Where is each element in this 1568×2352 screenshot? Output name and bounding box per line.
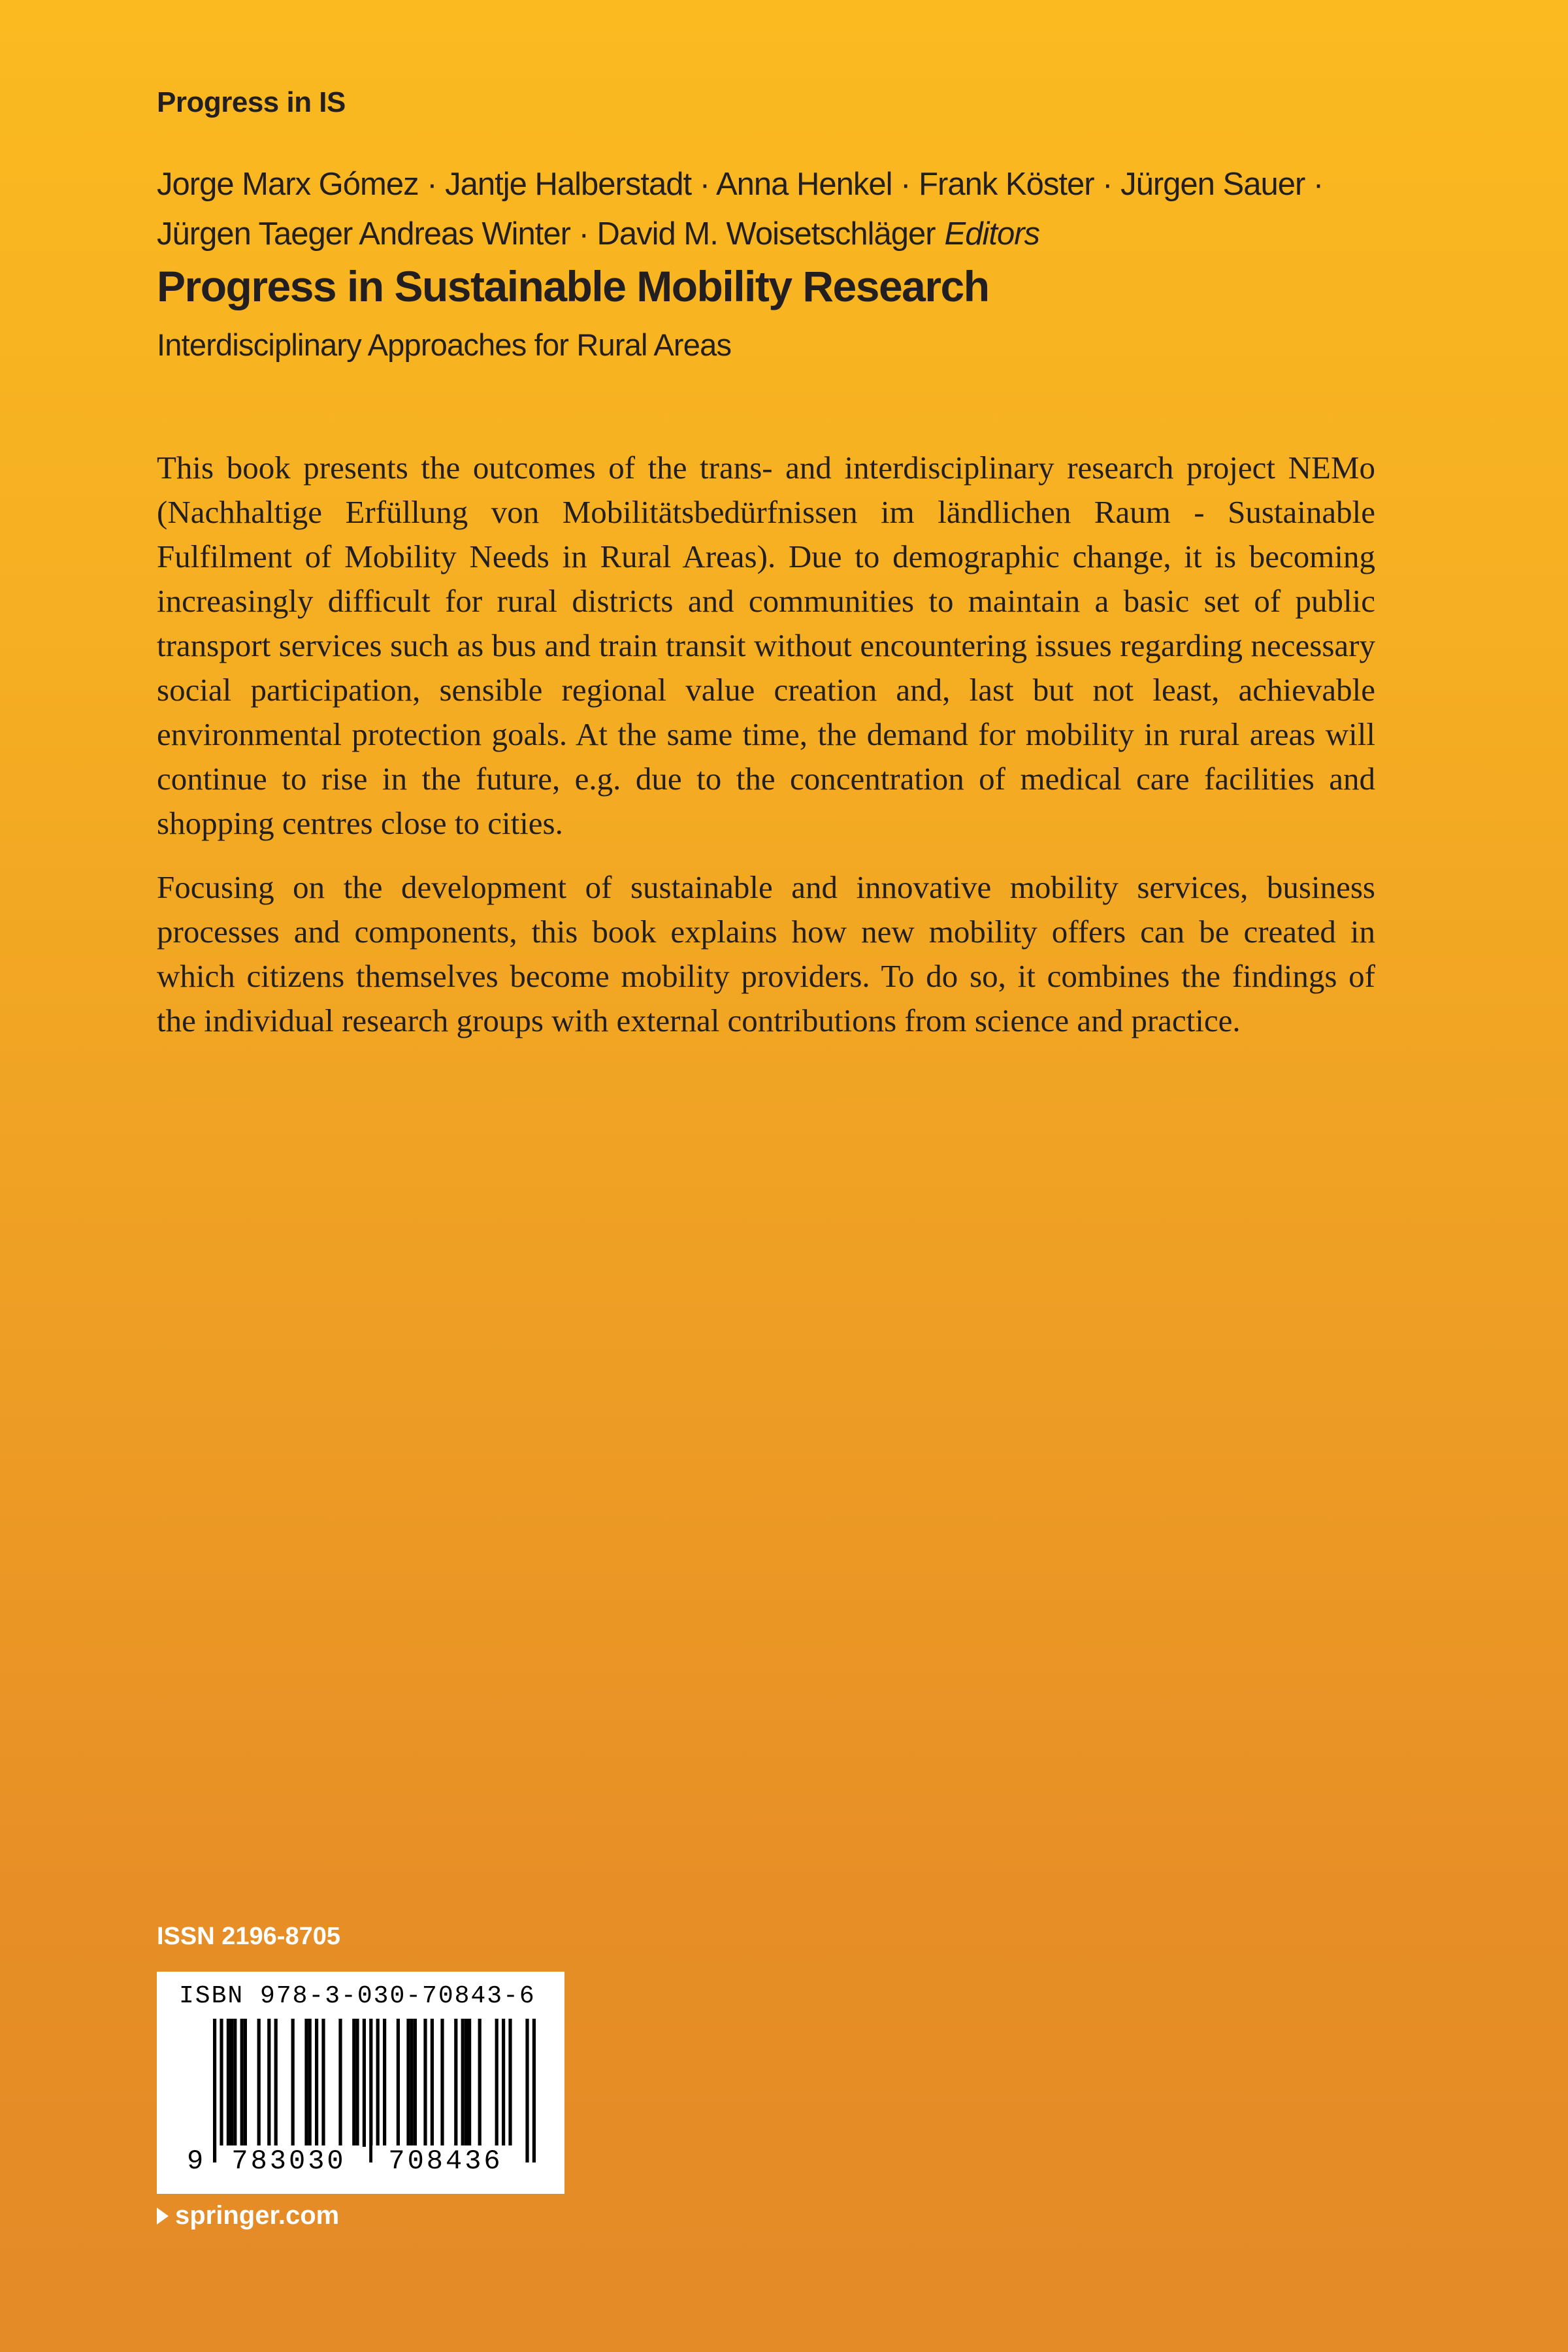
isbn-barcode — [157, 1972, 564, 2194]
barcode-bar — [257, 2019, 261, 2147]
barcode-bar — [363, 2019, 366, 2147]
barcode-bar — [220, 2019, 223, 2162]
barcode-bar — [213, 2019, 216, 2162]
barcode-bar — [431, 2019, 434, 2147]
barcode-bar — [304, 2019, 308, 2147]
description-paragraph-1: This book presents the outcomes of the trans- and interdisciplinary research project NEMo (Nachhaltige Erfüllung von Mobilitätsbedürfnissen im ländlichen Raum - Sustainable Fulfilment of Mobility Needs in Rural Areas). Due to demographic change, it is becoming increasingly difficult for rural districts and communities to maintain a basic set of public transport services such as bus and train transit without encountering issues regarding necessary social participation, sensible regional value creation and, last but not least, achievable environmental protection goals. At the same time, the demand for mobility in rural areas will continue to rise in the future, e.g. due to the concentration of medical care facilities and shopping centres close to cities. — [157, 450, 1375, 841]
publisher-link-label: springer.com — [175, 2201, 340, 2230]
barcode-bar — [465, 2019, 468, 2147]
barcode-bar — [508, 2019, 512, 2147]
barcode-bar — [525, 2019, 529, 2162]
barcode-bar — [468, 2019, 471, 2147]
barcode-bar — [414, 2019, 417, 2147]
isbn-label: ISBN 978-3-030-70843-6 — [179, 1982, 536, 2010]
barcode-bar — [532, 2019, 536, 2162]
barcode-bar — [338, 2019, 342, 2147]
barcode-left-digits: 783030 — [217, 2145, 361, 2177]
barcode-bar — [383, 2019, 386, 2147]
barcode-bar — [502, 2019, 505, 2147]
book-title: Progress in Sustainable Mobility Research — [157, 262, 989, 310]
barcode-bar — [308, 2019, 312, 2147]
series-name: Progress in IS — [157, 86, 346, 118]
issn-number: ISSN 2196-8705 — [157, 1923, 340, 1950]
editors-list — [157, 159, 1398, 259]
barcode-bar — [244, 2019, 247, 2147]
book-subtitle: Interdisciplinary Approaches for Rural Areas — [157, 327, 732, 362]
description-paragraph-2: Focusing on the development of sustainable and innovative mobility services, business processes and components, this book explains how new mobility offers can be created in which citizens themselves become mobility providers. To do so, it combines the findings of the individual research groups with external contributions from science and practice. — [157, 869, 1375, 1038]
play-arrow-icon — [157, 2208, 169, 2225]
barcode-bar — [267, 2019, 270, 2147]
barcode-bar — [355, 2019, 359, 2147]
barcode-bar — [291, 2019, 295, 2147]
barcode-bar — [397, 2019, 400, 2147]
barcode-bar — [406, 2019, 410, 2147]
book-description — [157, 446, 1375, 1063]
barcode-bar — [423, 2019, 427, 2147]
publisher-link[interactable] — [157, 2201, 339, 2230]
editor-names: Jorge Marx Gómez · Jantje Halberstadt · Anna Henkel · Frank Köster · Jürgen Sauer · Jürgen Taeger Andreas Winter · David M. Woisetschläger — [157, 167, 1324, 252]
barcode-bar — [454, 2019, 457, 2147]
barcode-bar — [461, 2019, 465, 2147]
editors-role: Editors — [944, 216, 1040, 252]
barcode-bar — [230, 2019, 233, 2147]
barcode-right-digits: 708436 — [372, 2145, 519, 2177]
barcode-bar — [495, 2019, 498, 2147]
barcode-bar — [315, 2019, 318, 2147]
barcode-bar — [440, 2019, 444, 2147]
barcode-bar — [478, 2019, 482, 2147]
barcode-bar — [321, 2019, 325, 2147]
barcode-bar — [227, 2019, 230, 2147]
barcode-first-digit: 9 — [187, 2145, 204, 2177]
barcode-bar — [369, 2019, 372, 2162]
barcode-bar — [274, 2019, 278, 2147]
barcode-bar — [352, 2019, 355, 2147]
barcode-bar — [240, 2019, 244, 2147]
barcode-bar — [410, 2019, 414, 2147]
barcode-bar — [376, 2019, 380, 2162]
barcode-bar — [233, 2019, 237, 2147]
